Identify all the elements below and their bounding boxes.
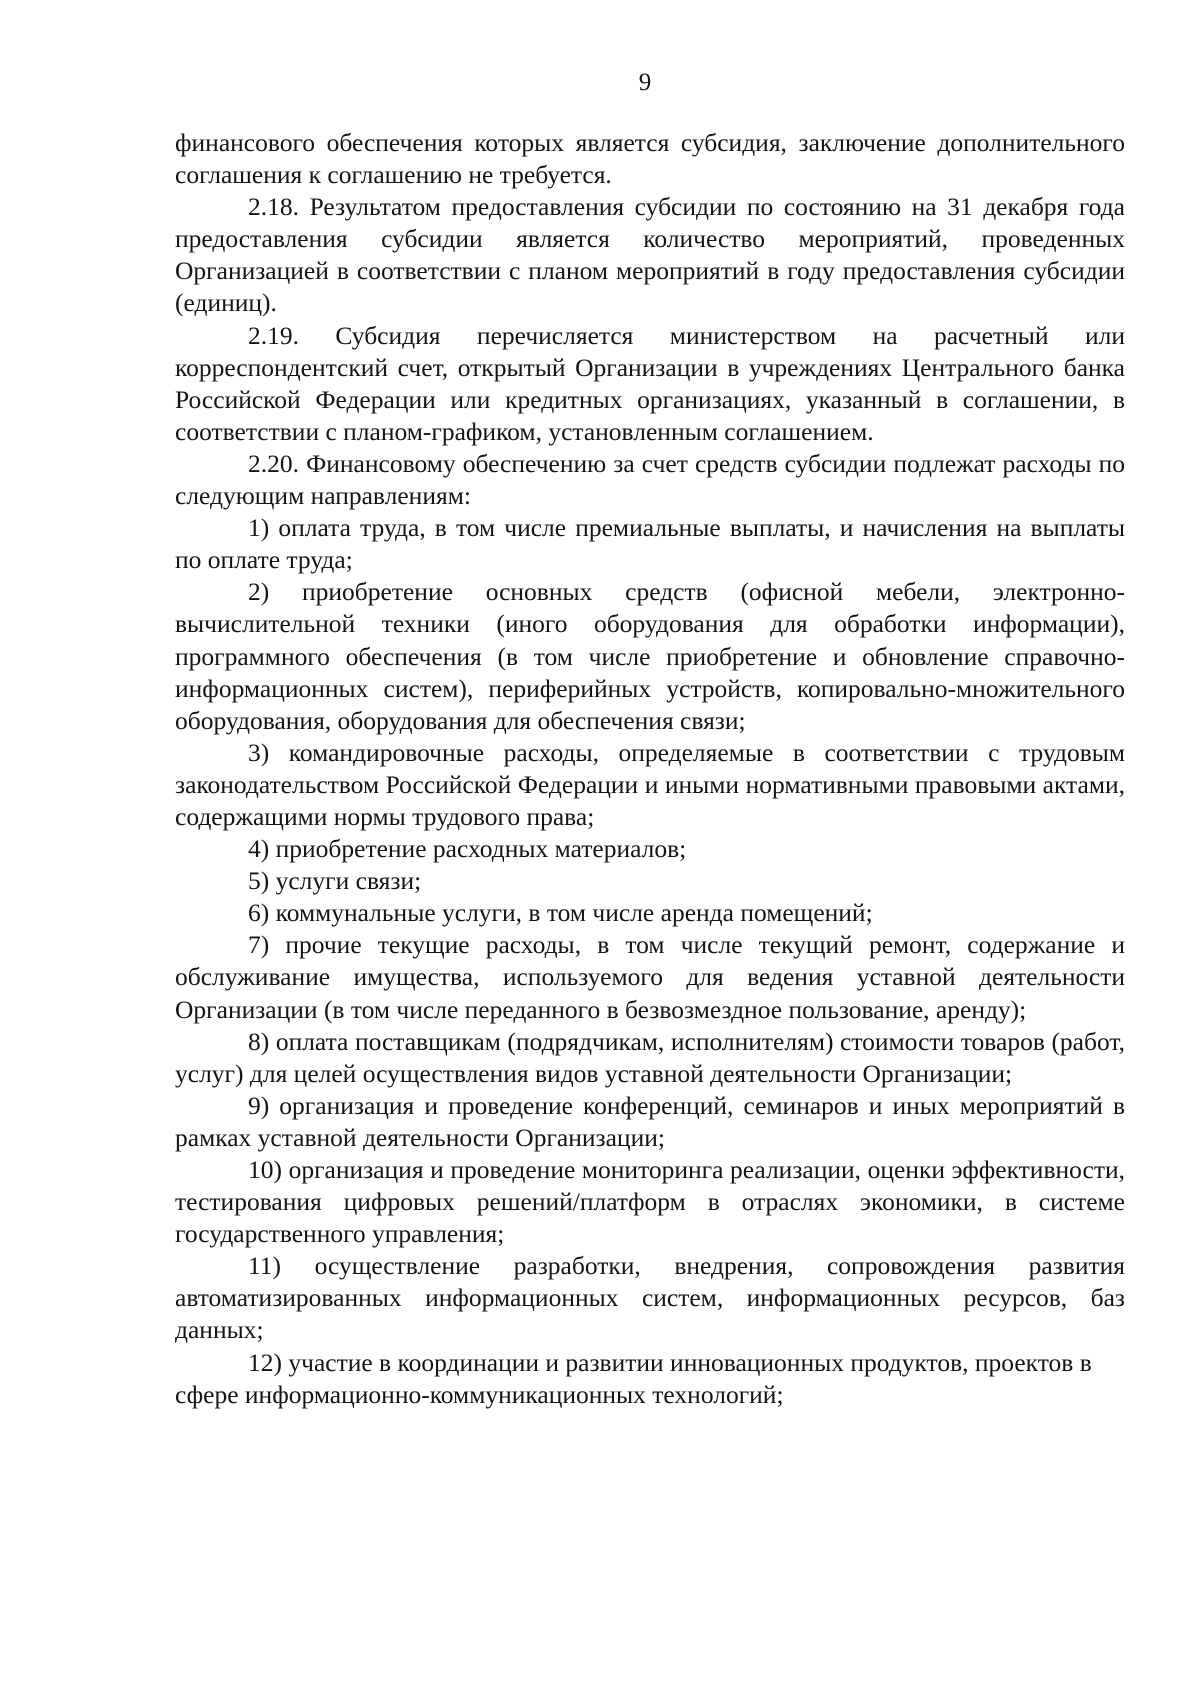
paragraph-2-20: 2.20. Финансовому обеспечению за счет средств субсидии подлежат расходы по следующим направлениям: bbox=[175, 448, 1125, 511]
list-item-11: 11) осуществление разработки, внедрения, сопровождения развития автоматизированных информационных систем, информационных ресурсов, баз данных; bbox=[175, 1251, 1125, 1345]
list-item-8: 8) оплата поставщикам (подрядчикам, исполнителям) стоимости товаров (работ, услуг) для целей осуществления видов уставной деятельности Организации; bbox=[175, 1026, 1125, 1088]
list-item-12: 12) участие в координации и развитии инновационных продуктов, проектов в сфере информационно-коммуникационных технологий; bbox=[175, 1347, 1092, 1409]
page-number: 9 bbox=[638, 69, 652, 96]
list-item-2: 2) приобретение основных средств (офисной мебели, электронно-вычислительной техники (иного оборудования для обработки информации), программного обеспечения (в том числе приобретение и обновление справочно-информационных систем), периферийных устройств, копировально-множительного оборудования, оборудования для обеспечения связи; bbox=[175, 577, 1125, 735]
paragraph-2-18: 2.18. Результатом предоставления субсидии по состоянию на 31 декабря года предоставления субсидии является количество мероприятий, проведенных Организацией в соответствии с планом мероприятий в году предоставления субсидии (единиц). bbox=[175, 192, 1125, 318]
list-item-6: 6) коммунальные услуги, в том числе аренда помещений; bbox=[248, 898, 873, 928]
paragraph-continuation: финансового обеспечения которых является субсидия, заключение дополнительного соглашения к соглашению не требуется. bbox=[175, 128, 1125, 190]
list-item-3: 3) командировочные расходы, определяемые в соответствии с трудовым законодательством Российской Федерации и иными нормативными правовыми актами, содержащими нормы трудового права; bbox=[175, 737, 1125, 831]
list-item-1: 1) оплата труда, в том числе премиальные выплаты, и начисления на выплаты по оплате труда; bbox=[175, 513, 1125, 575]
list-item-5: 5) услуги связи; bbox=[248, 866, 422, 896]
list-item-7: 7) прочие текущие расходы, в том числе текущий ремонт, содержание и обслуживание имущества, используемого для ведения уставной деятельности Организации (в том числе переданного в безвозмездное пользование, аренду); bbox=[175, 930, 1125, 1024]
paragraph-2-19: 2.19. Субсидия перечисляется министерством на расчетный или корреспондентский счет, открытый Организации в учреждениях Центрального банка Российской Федерации или кредитных организациях, указанный в соглашении, в соответствии с планом-графиком, установленным соглашением. bbox=[175, 320, 1125, 446]
list-item-4: 4) приобретение расходных материалов; bbox=[248, 834, 687, 864]
list-item-9: 9) организация и проведение конференций, семинаров и иных мероприятий в рамках уставной деятельности Организации; bbox=[175, 1090, 1125, 1152]
list-item-10: 10) организация и проведение мониторинга реализации, оценки эффективности, тестирования цифровых решений/платформ в отраслях экономики, в системе государственного управления; bbox=[175, 1155, 1125, 1249]
document-body bbox=[175, 127, 1125, 1411]
